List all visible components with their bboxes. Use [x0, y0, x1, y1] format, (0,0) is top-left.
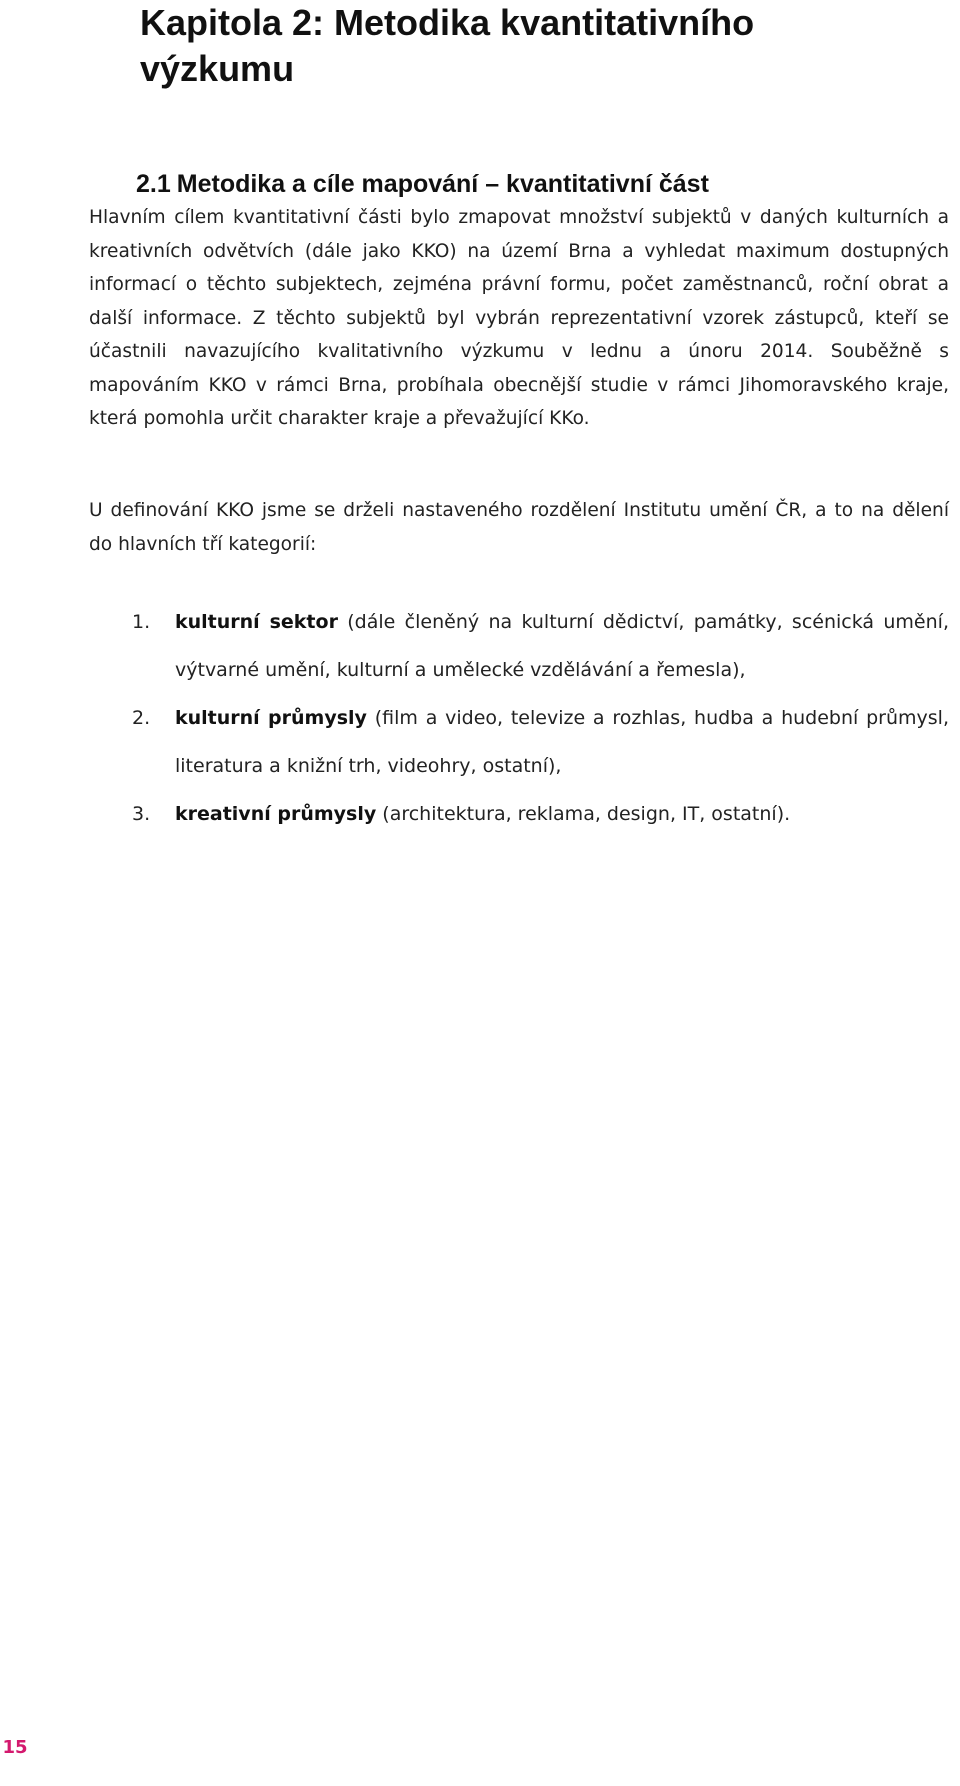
- section-title: Metodika a cíle mapování – kvantitativní část: [176, 170, 709, 198]
- section-number: 2.1: [136, 170, 171, 198]
- category-description: (architektura, reklama, design, IT, ostatní).: [376, 803, 791, 825]
- section-heading: [136, 168, 709, 200]
- list-item: [89, 598, 949, 694]
- category-term: kulturní sektor: [175, 611, 338, 633]
- category-term: kulturní průmysly: [175, 707, 367, 729]
- list-marker: 1.: [132, 611, 151, 633]
- category-list: [89, 598, 949, 838]
- page-number: 15: [2, 1737, 28, 1758]
- category-term: kreativní průmysly: [175, 803, 377, 825]
- chapter-title: Kapitola 2: Metodika kvantitativního výzkumu: [140, 2, 755, 89]
- category-description: (dále členěný na kulturní dědictví, památky, scénická umění, výtvarné umění, kulturní a umělecké vzdělávání a řemesla),: [175, 611, 949, 681]
- intro-paragraph: Hlavním cílem kvantitativní části bylo zmapovat množství subjektů v daných kulturních a kreativních odvětvích (dále jako KKO) na území Brna a vyhledat maximum dostupných informací o těchto subjektech, zejména právní formu, počet zaměstnanců, roční obrat a další informace. Z těchto subjektů byl vybrán reprezentativní vzorek zástupců, kteří se účastnili navazujícího kvalitativního výzkumu v lednu a únoru 2014. Souběžně s mapováním KKO v rámci Brna, probíhala obecnější studie v rámci Jihomoravského kraje, která pomohla určit charakter kraje a převažující KKo.: [89, 207, 949, 429]
- list-marker: 2.: [132, 707, 151, 729]
- list-marker: 3.: [132, 803, 151, 825]
- list-item: [89, 790, 949, 838]
- category-description: (film a video, televize a rozhlas, hudba a hudební průmysl, literatura a knižní trh, videohry, ostatní),: [175, 707, 949, 777]
- definition-paragraph: U definování KKO jsme se drželi nastaveného rozdělení Institutu umění ČR, a to na dělení do hlavních tří kategorií:: [89, 500, 949, 555]
- list-item: [89, 694, 949, 790]
